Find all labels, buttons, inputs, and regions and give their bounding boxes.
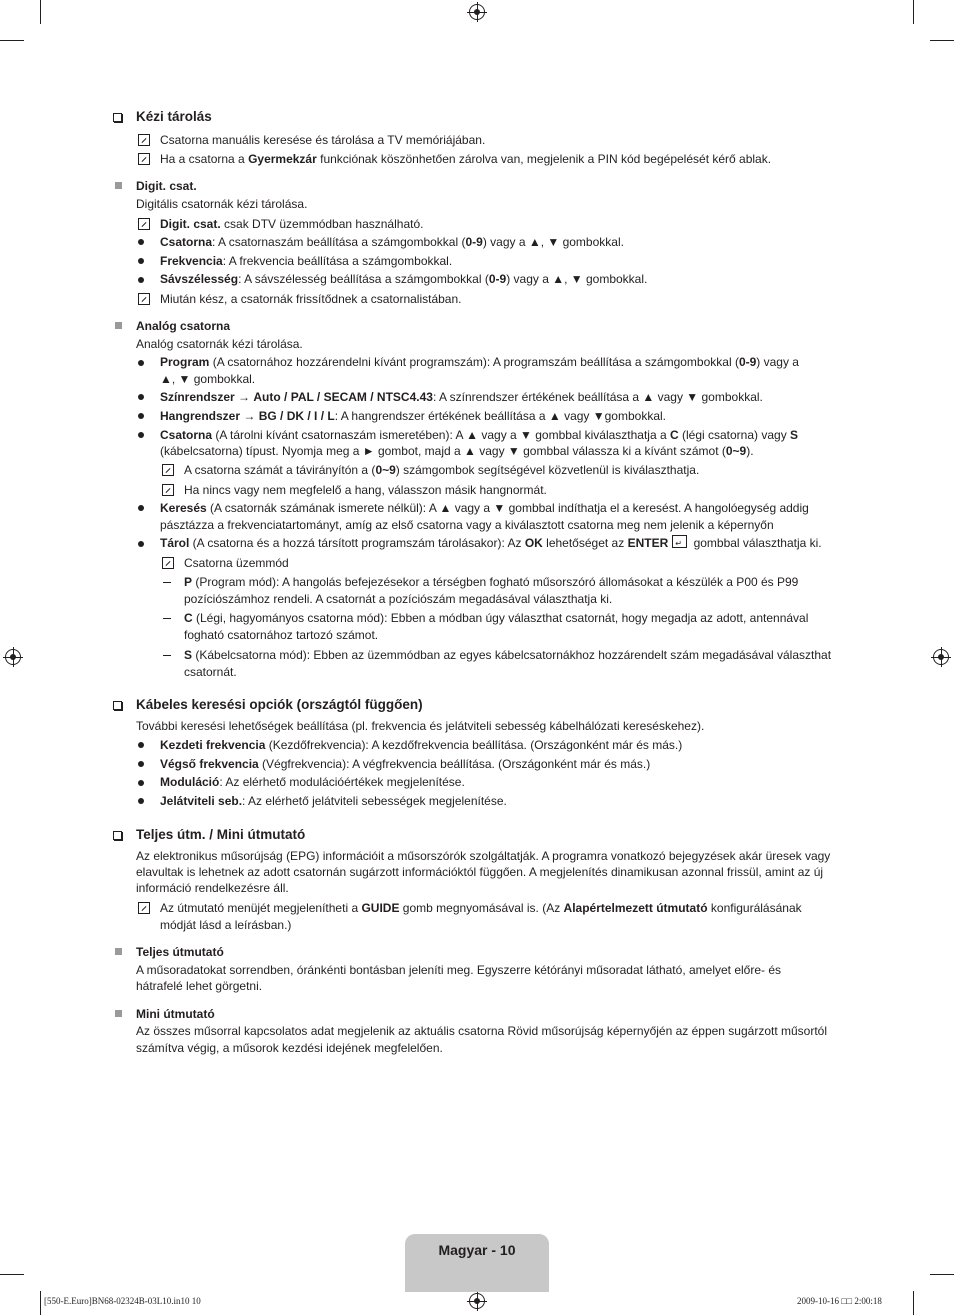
dash-text: C (Légi, hagyományos csatorna mód): Ebben a módban úgy választhat csatornát, hogy megadja az adott, antennával <box>184 611 809 625</box>
dash-icon <box>163 618 171 619</box>
bullet-text: Moduláció: Az elérhető modulációértékek megjelenítése. <box>160 775 465 789</box>
note-icon <box>138 134 150 146</box>
note-text: Ha nincs vagy nem megfelelő a hang, válasszon másik hangnormát. <box>184 483 547 497</box>
paragraph-line: Az összes műsorral kapcsolatos adat megjelenik az aktuális csatorna Rövid műsorújság képernyőjén az éppen sugárzott műsortól <box>136 1024 828 1038</box>
enter-icon: ↵ <box>672 535 687 548</box>
bullet-text: Program (A csatornához hozzárendelni kívánt programszám): A programszám beállítása a számgombokkal (0-9) vagy a <box>160 355 799 369</box>
crop-mark <box>40 1291 41 1315</box>
note-text-cont: módját lásd a leírásban.) <box>160 918 292 932</box>
note-icon <box>138 218 150 230</box>
bullet-icon <box>138 258 144 264</box>
subsection-square-icon <box>115 1010 122 1017</box>
bullet-icon <box>138 761 144 767</box>
subsection-square-icon <box>115 948 122 955</box>
note-icon <box>162 484 174 496</box>
section-checkbox-icon <box>113 701 122 710</box>
section-title: Kézi tárolás <box>136 109 212 124</box>
bullet-icon <box>138 432 144 438</box>
subsection-title: Analóg csatorna <box>136 319 231 333</box>
registration-mark-icon <box>469 4 485 20</box>
bullet-icon <box>138 798 144 804</box>
crop-mark <box>930 40 954 41</box>
bullet-icon <box>138 742 144 748</box>
subsection-title: Digit. csat. <box>136 179 197 193</box>
dash-icon <box>163 582 171 583</box>
paragraph-line: elavultak is lehetnek az adott csatornán sugárzott információktól függően. A megjelenítés dinamikusan azonnal frissül, amint az új <box>136 865 824 879</box>
dash-text-cont: fogható csatornához tartozó számot. <box>184 628 379 642</box>
note-icon <box>138 293 150 305</box>
bullet-text: Jelátviteli seb.: Az elérhető jelátviteli sebességek megjelenítése. <box>160 794 507 808</box>
crop-mark <box>0 1274 24 1275</box>
bullet-text: Hangrendszer → BG / DK / I / L: A hangrendszer értékének beállítása a ▲ vagy ▼gombokkal. <box>160 409 666 423</box>
subsection-title: Teljes útmutató <box>136 945 224 959</box>
bullet-icon <box>138 780 144 786</box>
bullet-text: Színrendszer → Auto / PAL / SECAM / NTSC4.43: A színrendszer értékének beállítása a ▲ vagy ▼ gombokkal. <box>160 390 763 404</box>
paragraph-line: Az elektronikus műsorújság (EPG) információit a műsorszórók szolgáltatják. A programra vonatkozó bejegyzések akár üresek vagy <box>136 849 831 863</box>
note-text: Csatorna manuális keresése és tárolása a TV memóriájában. <box>160 133 486 147</box>
section-desc: További keresési lehetőségek beállítása (pl. frekvencia és jelátviteli sebesség kábelhálózati kereséskehez). <box>136 719 705 733</box>
section-checkbox-icon <box>113 831 122 840</box>
registration-mark-icon <box>933 649 949 665</box>
registration-mark-icon <box>5 649 21 665</box>
dash-text-cont: pozíciószámhoz rendeli. A csatornát a pozíciószám megadásával választhatja ki. <box>184 592 613 606</box>
page-number: Magyar - 10 <box>438 1242 516 1258</box>
note-icon <box>162 464 174 476</box>
bullet-text-cont: ▲, ▼ gombokkal. <box>160 372 256 386</box>
subsection-square-icon <box>115 322 122 329</box>
print-slug-left: [550-E.Euro]BN68-02324B-03L10.in10 10 <box>44 1296 201 1306</box>
note-text: Digit. csat. csak DTV üzemmódban használható. <box>160 217 424 231</box>
paragraph-line: hátrafelé lehet görgetni. <box>136 979 263 993</box>
subsection-square-icon <box>115 182 122 189</box>
dash-text: S (Kábelcsatorna mód): Ebben az üzemmódban az egyes kábelcsatornákhoz hozzárendelt szám megadásával választhat <box>184 648 832 662</box>
bullet-text: Tárol (A csatorna és a hozzá társított programszám tárolásakor): Az OK lehetőséget az ENTER ↵ gombbal választhatja ki. <box>160 536 822 550</box>
note-text: Ha a csatorna a Gyermekzár funkciónak köszönhetően zárolva van, megjelenik a PIN kód begépelését kérő ablak. <box>160 152 772 166</box>
crop-mark <box>930 1274 954 1275</box>
bullet-text: Kezdeti frekvencia (Kezdőfrekvencia): A kezdőfrekvencia beállítása. (Országonként már és más.) <box>160 738 683 752</box>
crop-mark <box>913 0 914 24</box>
bullet-text-cont: (kábelcsatorna) típust. Nyomja meg a ► gombot, majd a ▲ vagy ▼ gombbal válassza ki a kívánt számot (0~9). <box>160 444 754 458</box>
bullet-icon <box>138 394 144 400</box>
bullet-text: Csatorna: A csatornaszám beállítása a számgombokkal (0-9) vagy a ▲, ▼ gombokkal. <box>160 235 624 249</box>
bullet-icon <box>138 413 144 419</box>
section-title: Teljes útm. / Mini útmutató <box>136 827 306 842</box>
section-checkbox-icon <box>113 113 122 122</box>
registration-mark-icon <box>469 1293 485 1309</box>
paragraph-line: számítva végig, a műsorok kezdési idejének megfelelően. <box>136 1041 443 1055</box>
bullet-text: Végső frekvencia (Végfrekvencia): A végfrekvencia beállítása. (Országonként már és más.) <box>160 757 651 771</box>
note-icon <box>162 557 174 569</box>
dash-icon <box>163 655 171 656</box>
dash-text-cont: csatornát. <box>184 665 237 679</box>
bullet-icon <box>138 277 144 283</box>
dash-text: P (Program mód): A hangolás befejezésekor a térségben fogható műsorszóró állomásokat a készülék a P00 és P99 <box>184 575 799 589</box>
note-text: Csatorna üzemmód <box>184 556 289 570</box>
note-text: A csatorna számát a távirányítón a (0~9) számgombok segítségével közvetlenül is kiválaszthatja. <box>184 463 700 477</box>
note-text: Az útmutató menüjét megjelenítheti a GUIDE gomb megnyomásával is. (Az Alapértelmezett útmutató konfigurálásának <box>160 901 802 915</box>
bullet-text: Csatorna (A tárolni kívánt csatornaszám ismeretében): A ▲ vagy a ▼ gombbal kiválaszthatja a C (légi csatorna) vagy S <box>160 428 799 442</box>
crop-mark <box>0 40 24 41</box>
bullet-icon <box>138 541 144 547</box>
bullet-icon <box>138 239 144 245</box>
subsection-title: Mini útmutató <box>136 1007 215 1021</box>
print-slug-right: 2009-10-16 □□ 2:00:18 <box>797 1296 882 1306</box>
note-icon <box>138 902 150 914</box>
note-text: Miután kész, a csatornák frissítődnek a csatornalistában. <box>160 292 462 306</box>
subsection-desc: Analóg csatornák kézi tárolása. <box>136 337 303 351</box>
crop-mark <box>40 0 41 24</box>
note-icon <box>138 153 150 165</box>
bullet-text-cont: pásztázza a frekvenciatartományt, amíg az első csatorna vagy a kiválasztott csatorna meg nem jelenik a képernyőn <box>160 518 774 532</box>
crop-mark <box>913 1291 914 1315</box>
bullet-text: Sávszélesség: A sávszélesség beállítása a számgombokkal (0-9) vagy a ▲, ▼ gombokkal. <box>160 272 648 286</box>
subsection-desc: Digitális csatornák kézi tárolása. <box>136 197 308 211</box>
paragraph-line: A műsoradatokat sorrendben, óránkénti bontásban jeleníti meg. Egyszerre kétórányi műsoradat látható, amelyet előre- és <box>136 963 782 977</box>
bullet-icon <box>138 505 144 511</box>
bullet-text: Frekvencia: A frekvencia beállítása a számgombokkal. <box>160 254 453 268</box>
bullet-text: Keresés (A csatornák számának ismerete nélkül): A ▲ vagy a ▼ gombbal indíthatja el a keresést. A hangolóegység addig <box>160 501 809 515</box>
paragraph-line: információ rendelkezésre áll. <box>136 881 289 895</box>
bullet-icon <box>138 360 144 366</box>
section-title: Kábeles keresési opciók (országtól függően) <box>136 697 423 712</box>
